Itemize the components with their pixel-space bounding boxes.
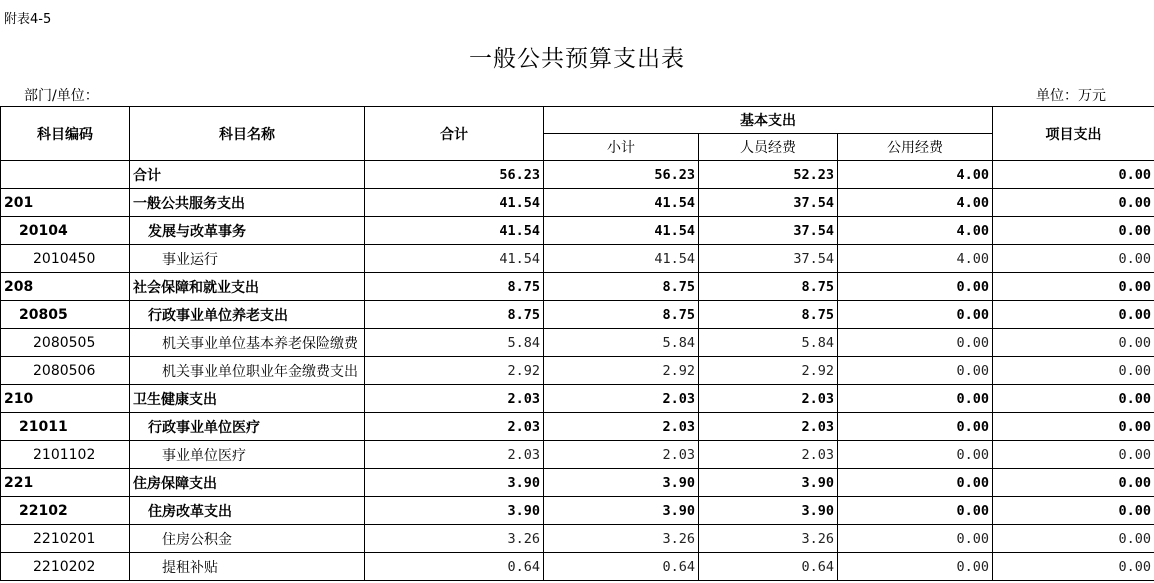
cell-subtotal: 56.23	[544, 161, 699, 189]
cell-code: 221	[1, 469, 130, 497]
cell-personnel: 8.75	[699, 301, 838, 329]
cell-project: 0.00	[993, 357, 1154, 385]
cell-public: 0.00	[838, 301, 993, 329]
header-basic-expenditure: 基本支出	[544, 107, 993, 134]
unit-label: 单位：万元	[1036, 88, 1106, 104]
cell-name: 机关事业单位职业年金缴费支出	[130, 357, 365, 385]
cell-subtotal: 5.84	[544, 329, 699, 357]
cell-personnel: 2.03	[699, 385, 838, 413]
cell-subtotal: 3.90	[544, 497, 699, 525]
cell-personnel: 37.54	[699, 245, 838, 273]
cell-public: 0.00	[838, 357, 993, 385]
cell-personnel: 2.92	[699, 357, 838, 385]
cell-public: 0.00	[838, 329, 993, 357]
cell-code: 2010450	[1, 245, 130, 273]
cell-public: 0.00	[838, 553, 993, 581]
table-body	[1, 161, 1154, 581]
cell-total: 3.90	[365, 497, 544, 525]
cell-name: 行政事业单位医疗	[130, 413, 365, 441]
table-row	[1, 441, 1154, 469]
cell-project: 0.00	[993, 553, 1154, 581]
cell-name: 住房保障支出	[130, 469, 365, 497]
cell-personnel: 3.90	[699, 469, 838, 497]
cell-name: 社会保障和就业支出	[130, 273, 365, 301]
cell-name: 事业单位医疗	[130, 441, 365, 469]
table-row	[1, 357, 1154, 385]
cell-project: 0.00	[993, 413, 1154, 441]
table-row	[1, 161, 1154, 189]
cell-public: 4.00	[838, 245, 993, 273]
budget-expenditure-table	[0, 106, 1154, 581]
cell-subtotal: 41.54	[544, 245, 699, 273]
cell-personnel: 37.54	[699, 217, 838, 245]
cell-total: 0.64	[365, 553, 544, 581]
cell-personnel: 5.84	[699, 329, 838, 357]
cell-subtotal: 0.64	[544, 553, 699, 581]
cell-code: 20104	[1, 217, 130, 245]
cell-code: 2101102	[1, 441, 130, 469]
cell-public: 0.00	[838, 441, 993, 469]
cell-code: 21011	[1, 413, 130, 441]
cell-public: 0.00	[838, 497, 993, 525]
table-row	[1, 413, 1154, 441]
cell-public: 4.00	[838, 161, 993, 189]
cell-code: 208	[1, 273, 130, 301]
cell-public: 0.00	[838, 385, 993, 413]
table-row	[1, 469, 1154, 497]
cell-name: 机关事业单位基本养老保险缴费	[130, 329, 365, 357]
cell-total: 2.03	[365, 413, 544, 441]
cell-project: 0.00	[993, 245, 1154, 273]
header-project-expenditure: 项目支出	[993, 107, 1154, 161]
cell-subtotal: 2.03	[544, 385, 699, 413]
cell-personnel: 3.90	[699, 497, 838, 525]
header-code: 科目编码	[1, 107, 130, 161]
cell-name: 事业运行	[130, 245, 365, 273]
cell-personnel: 2.03	[699, 413, 838, 441]
table-row	[1, 245, 1154, 273]
cell-project: 0.00	[993, 161, 1154, 189]
table-row	[1, 217, 1154, 245]
cell-total: 41.54	[365, 189, 544, 217]
cell-total: 56.23	[365, 161, 544, 189]
cell-personnel: 3.26	[699, 525, 838, 553]
cell-subtotal: 2.03	[544, 441, 699, 469]
cell-total: 8.75	[365, 273, 544, 301]
cell-total: 8.75	[365, 301, 544, 329]
cell-code: 201	[1, 189, 130, 217]
header-personnel: 人员经费	[699, 134, 838, 161]
cell-project: 0.00	[993, 469, 1154, 497]
cell-code: 20805	[1, 301, 130, 329]
cell-project: 0.00	[993, 525, 1154, 553]
table-row	[1, 385, 1154, 413]
cell-personnel: 2.03	[699, 441, 838, 469]
cell-project: 0.00	[993, 217, 1154, 245]
cell-public: 0.00	[838, 413, 993, 441]
cell-total: 2.03	[365, 441, 544, 469]
cell-public: 4.00	[838, 217, 993, 245]
department-label: 部门/单位：	[24, 88, 99, 104]
cell-project: 0.00	[993, 385, 1154, 413]
cell-code: 2080506	[1, 357, 130, 385]
cell-personnel: 52.23	[699, 161, 838, 189]
cell-name: 发展与改革事务	[130, 217, 365, 245]
table-row	[1, 273, 1154, 301]
table-row	[1, 301, 1154, 329]
cell-subtotal: 3.90	[544, 469, 699, 497]
cell-project: 0.00	[993, 329, 1154, 357]
cell-name: 卫生健康支出	[130, 385, 365, 413]
page-title: 一般公共预算支出表	[469, 46, 685, 72]
cell-project: 0.00	[993, 273, 1154, 301]
cell-total: 3.26	[365, 525, 544, 553]
cell-name: 合计	[130, 161, 365, 189]
cell-subtotal: 41.54	[544, 217, 699, 245]
cell-subtotal: 41.54	[544, 189, 699, 217]
table-row	[1, 525, 1154, 553]
table-row	[1, 497, 1154, 525]
cell-subtotal: 8.75	[544, 301, 699, 329]
table-row	[1, 553, 1154, 581]
cell-project: 0.00	[993, 301, 1154, 329]
cell-project: 0.00	[993, 189, 1154, 217]
cell-code: 2080505	[1, 329, 130, 357]
cell-total: 3.90	[365, 469, 544, 497]
cell-public: 4.00	[838, 189, 993, 217]
cell-personnel: 8.75	[699, 273, 838, 301]
cell-public: 0.00	[838, 525, 993, 553]
cell-code	[1, 161, 130, 189]
cell-name: 行政事业单位养老支出	[130, 301, 365, 329]
attachment-number: 附表4-5	[4, 12, 52, 27]
header-name: 科目名称	[130, 107, 365, 161]
cell-project: 0.00	[993, 441, 1154, 469]
header-public: 公用经费	[838, 134, 993, 161]
cell-code: 2210202	[1, 553, 130, 581]
cell-name: 提租补贴	[130, 553, 365, 581]
cell-personnel: 0.64	[699, 553, 838, 581]
cell-code: 2210201	[1, 525, 130, 553]
cell-subtotal: 2.03	[544, 413, 699, 441]
cell-code: 210	[1, 385, 130, 413]
cell-personnel: 37.54	[699, 189, 838, 217]
cell-subtotal: 3.26	[544, 525, 699, 553]
cell-total: 41.54	[365, 217, 544, 245]
header-subtotal: 小计	[544, 134, 699, 161]
cell-total: 41.54	[365, 245, 544, 273]
cell-subtotal: 2.92	[544, 357, 699, 385]
cell-public: 0.00	[838, 273, 993, 301]
cell-subtotal: 8.75	[544, 273, 699, 301]
cell-name: 住房改革支出	[130, 497, 365, 525]
table-row	[1, 329, 1154, 357]
header-total: 合计	[365, 107, 544, 161]
table-row	[1, 189, 1154, 217]
cell-project: 0.00	[993, 497, 1154, 525]
cell-name: 住房公积金	[130, 525, 365, 553]
cell-code: 22102	[1, 497, 130, 525]
cell-total: 2.92	[365, 357, 544, 385]
cell-name: 一般公共服务支出	[130, 189, 365, 217]
cell-total: 2.03	[365, 385, 544, 413]
cell-total: 5.84	[365, 329, 544, 357]
cell-public: 0.00	[838, 469, 993, 497]
